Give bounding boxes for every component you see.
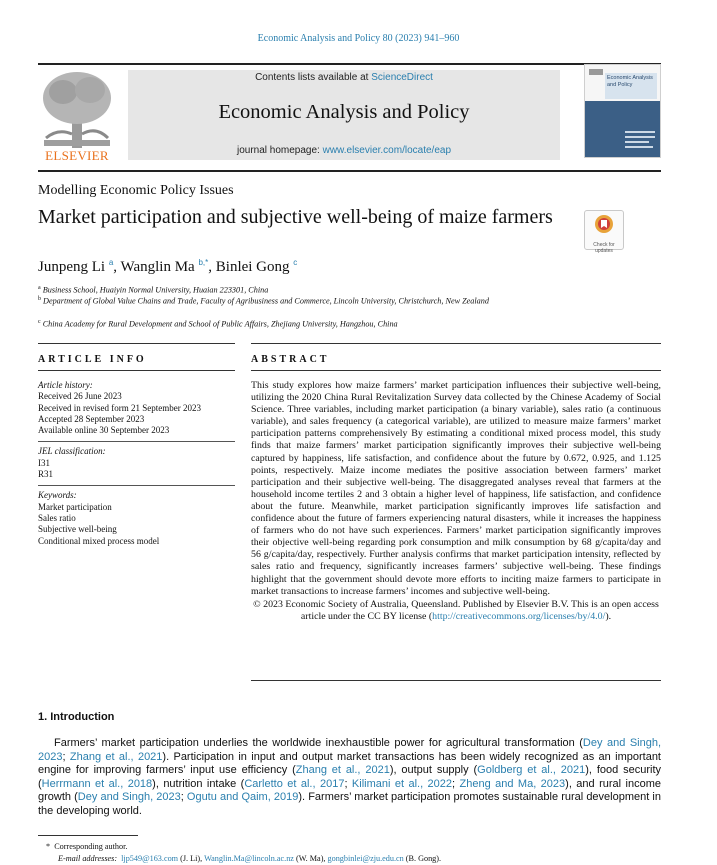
keyword: Sales ratio [38, 512, 76, 523]
email-link[interactable]: Wanglin.Ma@lincoln.ac.nz [204, 854, 294, 863]
citation-link[interactable]: Dey and Singh, 2023 [38, 737, 662, 763]
author-superscript[interactable]: b,* [198, 258, 209, 267]
affiliation-superscript: a [38, 285, 41, 291]
affiliation-text: Business School, Huaiyin Normal University, Huaian 223301, China [42, 285, 269, 295]
abstract-heading: ABSTRACT [251, 354, 330, 365]
abstract-rule-bottom [251, 680, 661, 681]
author-list: Junpeng Li $^a$, Wanglin Ma $^{b,*}$, Binlei Gong $^c$ [38, 258, 298, 275]
citation-link[interactable]: Goldberg et al., 2021 [477, 764, 586, 777]
license-link[interactable]: http://creativecommons.org/licenses/by/4.0/ [432, 610, 606, 622]
info-divider [38, 441, 235, 442]
abstract-body [251, 380, 661, 623]
top-rule [38, 63, 661, 65]
affiliation-text: China Academy for Rural Development and School of Public Affairs, Zhejiang University, Hangzhou, China [42, 319, 398, 329]
introduction-paragraph: Farmers’ market participation underlies the worldwide inexhaustible power for agricultural transformation (Dey and Singh, 2023; Zhang et al., 2021). Participation in input and output market transactions has been widely recognized as an important engine for improving farmers’ input use efficiency (Zhang et al., 2021), output supply (Goldberg et al., 2021), food security (Herrmann et al., 2018), nutrition intake (Carletto et al., 2017; Kilimani et al., 2022; Zheng and Ma, 2023), and rural income growth (Dey and Singh, 2023; Ogutu and Qaim, 2019). Farmers’ market participation promotes sustainable rural development in the developing world. [38, 737, 662, 817]
check-for-updates-button[interactable] [584, 210, 624, 254]
jel-code: R31 [38, 469, 54, 480]
keywords-label: Keywords: [38, 490, 77, 501]
homepage-link[interactable]: www.elsevier.com/locate/eap [322, 145, 452, 156]
author-superscript[interactable]: c [293, 258, 298, 267]
info-rule-mid [38, 370, 235, 371]
author-superscript[interactable]: a [108, 258, 114, 267]
author-name[interactable]: Junpeng Li [38, 259, 106, 275]
journal-cover-image[interactable] [584, 64, 661, 158]
info-divider [38, 485, 235, 486]
affiliation [38, 317, 553, 330]
jel-label: JEL classification: [38, 446, 106, 457]
email-line: E-mail addresses: ljp549@163.com (J. Li), Wanglin.Ma@lincoln.ac.nz (W. Ma), gongbinlei@zju.edu.cn (B. Gong). [58, 854, 442, 863]
info-rule-top [38, 343, 235, 344]
citation-link[interactable]: Zhang et al., 2021 [69, 750, 163, 763]
journal-reference[interactable]: Economic Analysis and Policy 80 (2023) 941–960 [257, 33, 460, 44]
history-item: Available online 30 September 2023 [38, 425, 170, 436]
citation-link[interactable]: Herrmann et al., 2018 [41, 777, 153, 790]
history-item: Received 26 June 2023 [38, 391, 122, 402]
sciencedirect-link[interactable]: ScienceDirect [371, 72, 433, 83]
introduction-body [38, 737, 661, 819]
keyword: Subjective well-being [38, 524, 117, 535]
affiliation-text: Department of Global Value Chains and Trade, Faculty of Agribusiness and Commerce, Lincoln University, Christchurch, New Zealand [43, 296, 489, 306]
article-title: Market participation and subjective well-being of maize farmers [38, 206, 553, 228]
history-item: Accepted 28 September 2023 [38, 413, 145, 424]
introduction-heading: 1. Introduction [38, 711, 115, 723]
history-item: Received in revised form 21 September 2023 [38, 402, 201, 413]
jel-list [38, 458, 235, 481]
cover-title: Economic Analysis and Policy [607, 75, 653, 88]
abstract-rule-mid [251, 370, 661, 371]
affiliation-superscript: c [38, 319, 41, 325]
keyword: Conditional mixed process model [38, 535, 160, 546]
abstract-paragraph: This study explores how maize farmers’ market participation influences their subjective well-being, utilizing the 2020 China Rural Revitalization Survey data collected by the Chinese Academy of Social Science. Three variables, including market participation (a binary variable), sales ratio (a continuous variable), and sales frequency (a categorical variable), are utilized to measure maize farmers’ market participation patterns comprehensively By estimating a conditional mixed process model, this study finds that maize farmers’ market participation significantly improves their subjective well-being captured by happiness, life satisfaction, and confidence about the future by 0.672, 0.925, and 1.125 points, respectively. Maize income mediates the positive association between farmers’ market participation and their subjective well-being. The disaggregated analyses reveal that farmers at the household income tertiles 2 and 3 obtain a higher level of happiness, life satisfaction, and confidence about the future. Meanwhile, market participation significantly improves life satisfaction and confidence about the future of farmers experiencing natural disasters, while it increases the happiness of farmers who do not have such experiences. Farmers’ market participation significantly improves their objective well-being regarding pork consumption and milk consumption by 68 g/capita/day and 56 g/capita/day, respectively. Further analysis confirms that market participation intensity, reflected by sales ratio and frequency, significantly increases farmers’ subjective well-being. These findings highlight that the government should devote more efforts to inciting maize farmers to participate in market transactions to increase farmers’ incomes and subjective well-being. [251, 380, 661, 597]
citation-link[interactable]: Dey and Singh, 2023 [77, 791, 181, 804]
citation-link[interactable]: Kilimani et al., 2022 [351, 777, 453, 790]
affiliation [38, 294, 553, 307]
homepage-line: journal homepage: www.elsevier.com/locate/eap [236, 145, 452, 156]
asterisk-icon: * [46, 842, 55, 851]
section-label: Modelling Economic Policy Issues [38, 183, 234, 198]
affiliation-superscript: b [38, 296, 41, 302]
citation-link[interactable]: Carletto et al., 2017 [244, 777, 345, 790]
bookmark-icon [585, 211, 623, 237]
elsevier-wordmark: ELSEVIER [45, 148, 109, 163]
article-info-heading: ARTICLE INFO [38, 354, 147, 365]
keywords-list [38, 502, 235, 547]
email-link[interactable]: ljp549@163.com [121, 854, 179, 863]
footnotes [46, 841, 441, 865]
check-updates-label: Check for updates [593, 242, 615, 254]
abstract-rule-top [251, 343, 661, 344]
copyright-line: © 2023 Economic Society of Australia, Queensland. Published by Elsevier B.V. This is an open access article under the CC BY license (http://creativecommons.org/licenses/by/4.0/). [253, 598, 659, 622]
jel-code: I31 [38, 457, 50, 468]
keyword: Market participation [38, 501, 112, 512]
citation-link[interactable]: Zhang et al., 2021 [295, 764, 390, 777]
author-name[interactable]: Binlei Gong [215, 259, 290, 275]
footnote-rule [38, 835, 138, 836]
email-link[interactable]: gongbinlei@zju.edu.cn [327, 854, 404, 863]
journal-title: Economic Analysis and Policy [218, 101, 470, 123]
citation-link[interactable]: Zheng and Ma, 2023 [459, 777, 566, 790]
author-name[interactable]: Wanglin Ma [120, 259, 195, 275]
corresponding-note: * Corresponding author. [46, 842, 128, 851]
article-info-column [38, 380, 235, 547]
masthead-rule [38, 170, 661, 172]
history-label: Article history: [38, 380, 93, 390]
contents-line: Contents lists available at ScienceDirect [255, 72, 433, 83]
citation-link[interactable]: Ogutu and Qaim, 2019 [186, 791, 299, 804]
history-list [38, 391, 235, 436]
